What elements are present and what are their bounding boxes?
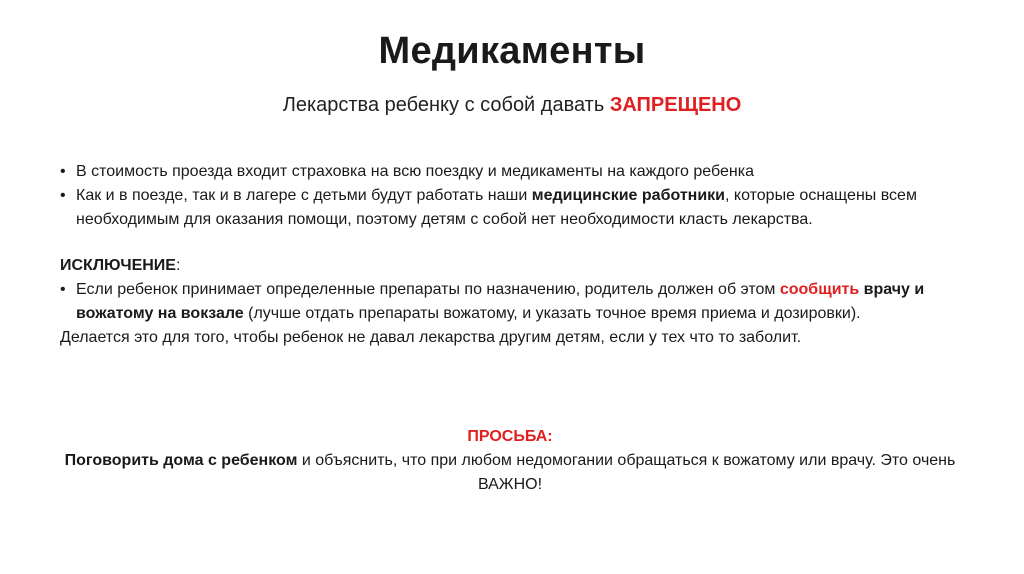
info-bullet-list bbox=[60, 160, 960, 232]
exception-heading-colon: : bbox=[175, 257, 181, 274]
exception-bullet-red: сообщить bbox=[779, 281, 860, 298]
info-bullet-bold: медицинские работники bbox=[531, 187, 726, 204]
request-text bbox=[60, 449, 960, 497]
exception-block bbox=[60, 254, 960, 350]
exception-bullet-text: Если ребенок принимает определенные препараты по назначению, родитель должен об этом bbox=[76, 281, 780, 298]
subtitle-text: Лекарства ребенку с собой давать bbox=[282, 94, 610, 116]
exception-note: Делается это для того, чтобы ребенок не давал лекарства другим детям, если у тех что то заболит. bbox=[60, 329, 802, 346]
request-bold: Поговорить дома с ребенком bbox=[64, 452, 298, 469]
slide-title: Медикаменты bbox=[378, 30, 646, 72]
request-rest: и объяснить, что при любом недомогании обращаться к вожатому или врачу. Это очень ВАЖНО! bbox=[297, 452, 956, 493]
exception-heading-text: ИСКЛЮЧЕНИЕ bbox=[60, 257, 176, 274]
subtitle-emphasis: ЗАПРЕЩЕНО bbox=[609, 94, 742, 116]
exception-bullet bbox=[60, 278, 960, 326]
info-bullet-text: Как и в поезде, так и в лагере с детьми будут работать наши bbox=[76, 187, 532, 204]
info-bullet-medics bbox=[60, 184, 960, 232]
info-bullet-text: , которые оснащены всем необходимым для оказания помощи, поэтому детям с собой нет необходимости класть лекарства. bbox=[76, 187, 917, 228]
info-block bbox=[60, 160, 960, 232]
exception-heading bbox=[60, 254, 960, 278]
request-block bbox=[60, 425, 960, 497]
exception-bullet-text: (лучше отдать препараты вожатому, и указать точное время приема и дозировки). bbox=[243, 305, 861, 322]
slide-subtitle bbox=[0, 94, 1024, 117]
request-heading: ПРОСЬБА: bbox=[467, 428, 553, 445]
exception-bullet-bold: врачу и вожатому на вокзале bbox=[76, 281, 925, 322]
info-bullet-text: В стоимость проезда входит страховка на всю поездку и медикаменты на каждого ребенка bbox=[76, 163, 754, 180]
exception-bullet-list bbox=[60, 278, 960, 326]
info-bullet-insurance bbox=[60, 160, 960, 184]
